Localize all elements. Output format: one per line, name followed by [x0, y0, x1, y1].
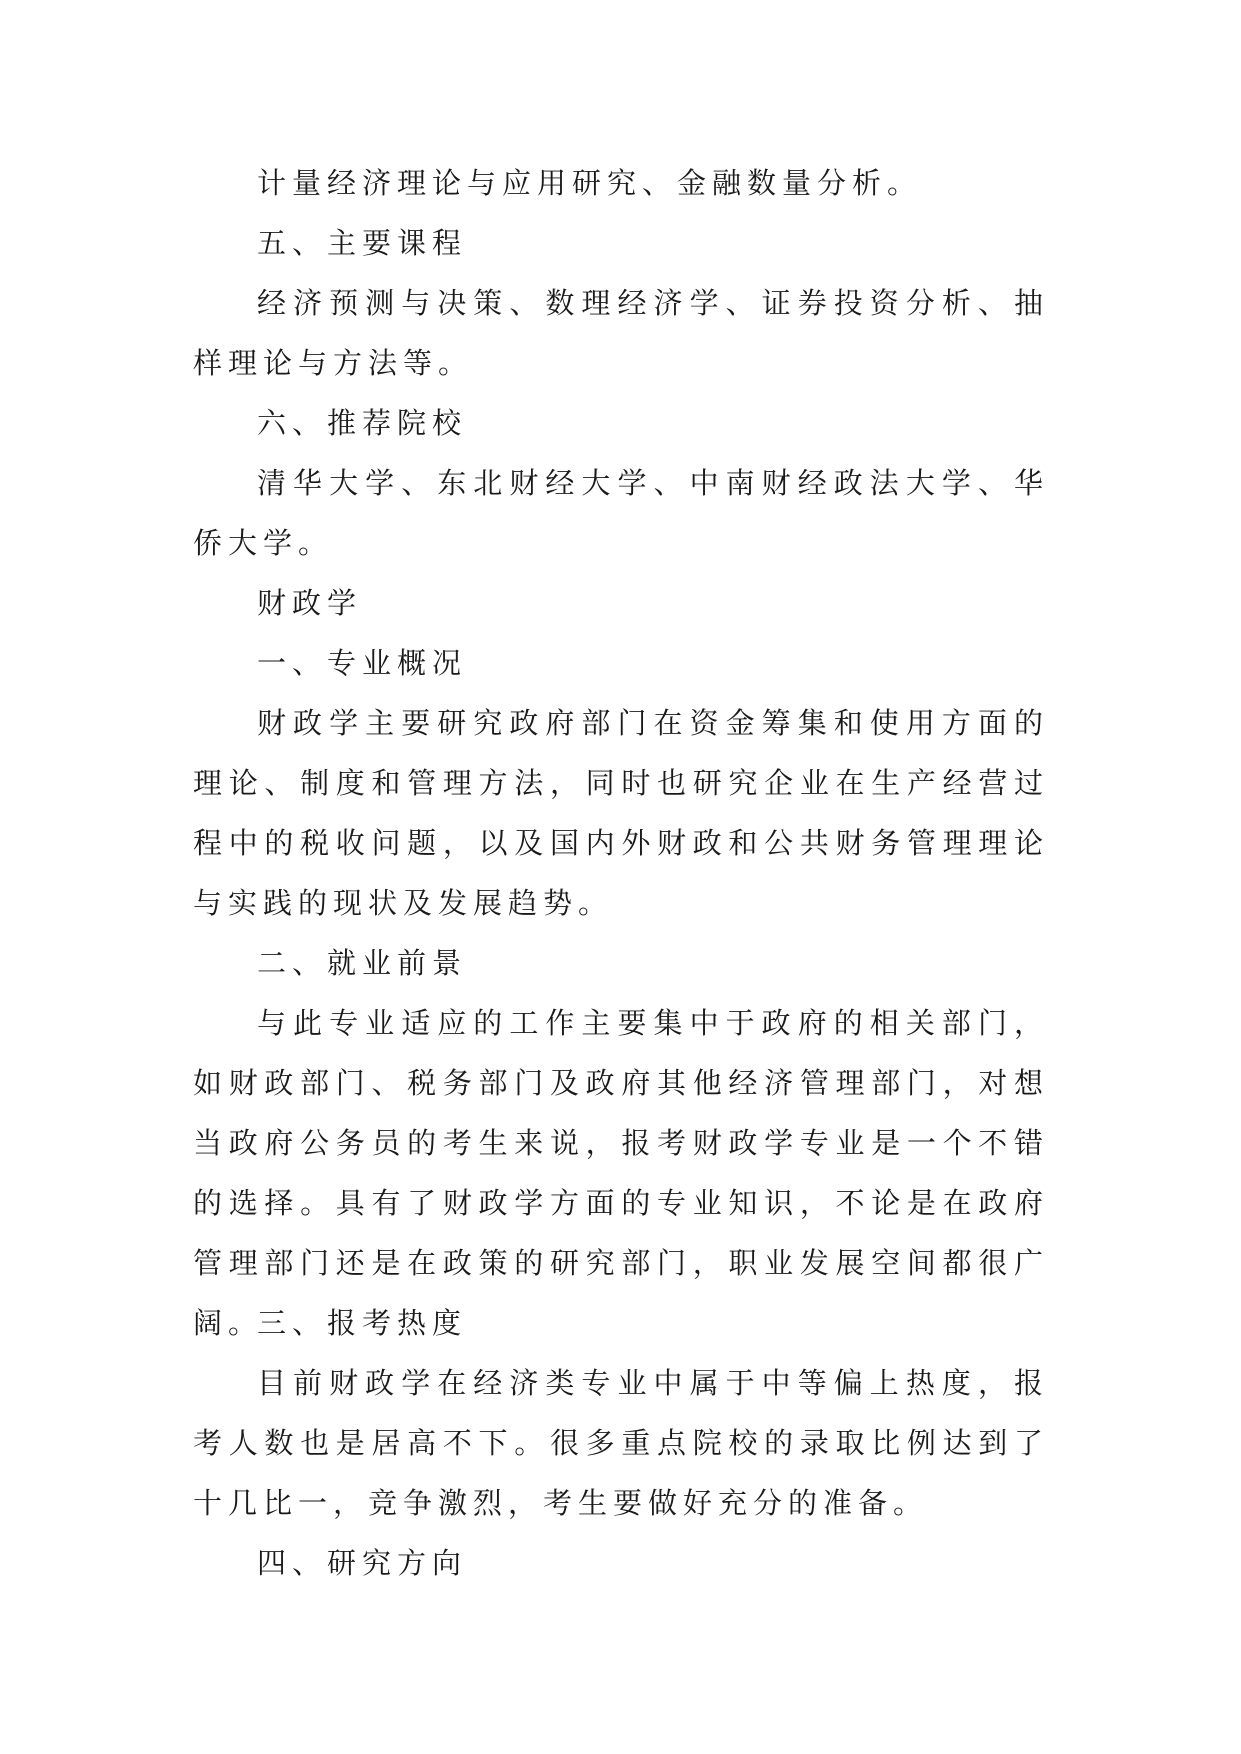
paragraph-application-popularity: 目前财政学在经济类专业中属于中等偏上热度，报考人数也是居高不下。很多重点院校的录取比例达到了十几比一，竞争激烈，考生要做好充分的准备。 — [193, 1366, 1049, 1520]
heading-employment-prospects: 二、就业前景 — [257, 946, 468, 980]
heading-application-popularity: 三、报考热度 — [257, 1306, 468, 1340]
heading-main-courses: 五、主要课程 — [257, 226, 468, 260]
paragraph-employment-prospects: 与此专业适应的工作主要集中于政府的相关部门，如财政部门、税务部门及政府其他经济管理部门，对想当政府公务员的考生来说，报考财政学专业是一个不错的选择。具有了财政学方面的专业知识，不论是在政府管理部门还是在政策的研究部门，职业发展空间都很广阔。 — [193, 1006, 1049, 1340]
paragraph-main-courses: 经济预测与决策、数理经济学、证券投资分析、抽样理论与方法等。 — [193, 286, 1049, 380]
heading-research-directions: 四、研究方向 — [257, 1546, 468, 1580]
heading-major-overview: 一、专业概况 — [257, 646, 468, 680]
paragraph-research-fields-end: 计量经济理论与应用研究、金融数量分析。 — [257, 166, 923, 200]
heading-recommended-schools: 六、推荐院校 — [257, 406, 468, 440]
section-title-public-finance: 财政学 — [257, 586, 363, 620]
paragraph-recommended-schools: 清华大学、东北财经大学、中南财经政法大学、华侨大学。 — [193, 466, 1049, 560]
paragraph-major-overview: 财政学主要研究政府部门在资金筹集和使用方面的理论、制度和管理方法，同时也研究企业在生产经营过程中的税收问题，以及国内外财政和公共财务管理理论与实践的现状及发展趋势。 — [193, 706, 1049, 920]
